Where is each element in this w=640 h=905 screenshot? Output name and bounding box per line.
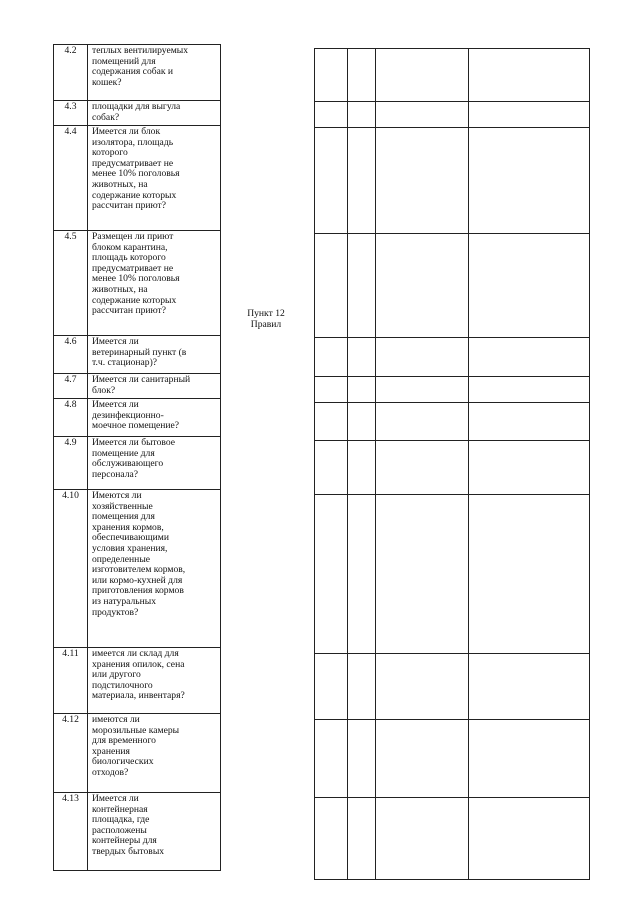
grid-row <box>315 403 590 441</box>
row-question: теплых вентилируемых помещений для содержания собак и кошек? <box>88 45 221 101</box>
grid-row <box>315 495 590 654</box>
grid-cell <box>315 798 348 880</box>
table-row <box>54 399 221 437</box>
grid-cell <box>348 338 376 377</box>
grid-cell <box>348 128 376 234</box>
grid-cell <box>315 654 348 720</box>
row-question: Имеется ли дезинфекционно- моечное помещение? <box>88 399 221 437</box>
row-number: 4.10 <box>54 490 88 648</box>
grid-row <box>315 102 590 128</box>
grid-cell <box>348 720 376 798</box>
grid-cell <box>469 128 590 234</box>
grid-cell <box>348 495 376 654</box>
grid-cell <box>469 338 590 377</box>
grid-row <box>315 377 590 403</box>
table-row <box>54 336 221 374</box>
table-row <box>54 714 221 793</box>
grid-cell <box>376 495 469 654</box>
row-question: Имеется ли санитарный блок? <box>88 374 221 399</box>
grid-cell <box>469 403 590 441</box>
grid-cell <box>348 102 376 128</box>
row-number: 4.13 <box>54 793 88 871</box>
row-number: 4.3 <box>54 101 88 126</box>
table-row <box>54 101 221 126</box>
table-row <box>54 126 221 231</box>
reference-line: Пункт 12 <box>247 308 285 319</box>
grid-cell <box>376 102 469 128</box>
grid-cell <box>469 654 590 720</box>
grid-row <box>315 441 590 495</box>
grid-cell <box>376 234 469 338</box>
grid-cell <box>348 377 376 403</box>
grid-cell <box>315 377 348 403</box>
grid-cell <box>469 798 590 880</box>
grid-cell <box>315 128 348 234</box>
grid-cell <box>376 49 469 102</box>
row-number: 4.7 <box>54 374 88 399</box>
grid-row <box>315 654 590 720</box>
answer-grid <box>314 48 590 880</box>
grid-cell <box>315 338 348 377</box>
row-number: 4.6 <box>54 336 88 374</box>
grid-cell <box>315 441 348 495</box>
grid-cell <box>348 403 376 441</box>
row-question: Имеются ли хозяйственные помещения для хранения кормов, обеспечивающими условия хранения, определенные изготовителем кормов, или кормо-кухней для приготовления кормов из натуральных продуктов? <box>88 490 221 648</box>
legal-reference <box>233 308 299 330</box>
grid-cell <box>376 798 469 880</box>
grid-row <box>315 720 590 798</box>
grid-cell <box>315 495 348 654</box>
grid-cell <box>315 49 348 102</box>
grid-cell <box>469 234 590 338</box>
grid-cell <box>469 720 590 798</box>
row-number: 4.5 <box>54 231 88 336</box>
grid-cell <box>376 377 469 403</box>
grid-cell <box>348 49 376 102</box>
grid-cell <box>376 128 469 234</box>
grid-cell <box>315 102 348 128</box>
grid-cell <box>376 403 469 441</box>
grid-cell <box>376 338 469 377</box>
grid-cell <box>469 102 590 128</box>
table-row <box>54 231 221 336</box>
row-question: Имеется ли ветеринарный пункт (в т.ч. стационар)? <box>88 336 221 374</box>
grid-cell <box>469 441 590 495</box>
row-question: Имеется ли бытовое помещение для обслуживающего персонала? <box>88 437 221 490</box>
row-number: 4.11 <box>54 648 88 714</box>
table-row <box>54 437 221 490</box>
grid-cell <box>469 49 590 102</box>
grid-cell <box>348 798 376 880</box>
row-number: 4.4 <box>54 126 88 231</box>
row-question: Имеется ли контейнерная площадка, где расположены контейнеры для твердых бытовых <box>88 793 221 871</box>
grid-cell <box>315 720 348 798</box>
grid-cell <box>376 654 469 720</box>
row-question: имеются ли морозильные камеры для временного хранения биологических отходов? <box>88 714 221 793</box>
grid-cell <box>469 495 590 654</box>
row-number: 4.9 <box>54 437 88 490</box>
requirements-table <box>53 44 221 871</box>
grid-cell <box>469 377 590 403</box>
table-row <box>54 648 221 714</box>
reference-line: Правил <box>250 319 282 330</box>
row-number: 4.12 <box>54 714 88 793</box>
grid-cell <box>348 234 376 338</box>
table-row <box>54 490 221 648</box>
row-question: имеется ли склад для хранения опилок, сена или другого подстилочного материала, инвентаря? <box>88 648 221 714</box>
grid-row <box>315 798 590 880</box>
row-number: 4.8 <box>54 399 88 437</box>
grid-cell <box>348 441 376 495</box>
grid-row <box>315 234 590 338</box>
grid-row <box>315 128 590 234</box>
grid-cell <box>315 234 348 338</box>
grid-cell <box>376 720 469 798</box>
table-row <box>54 793 221 871</box>
grid-cell <box>348 654 376 720</box>
row-number: 4.2 <box>54 45 88 101</box>
grid-cell <box>315 403 348 441</box>
table-row <box>54 45 221 101</box>
row-question: Размещен ли приют блоком карантина, площадь которого предусматривает не менее 10% поголовья животных, на содержание которых рассчитан приют? <box>88 231 221 336</box>
table-row <box>54 374 221 399</box>
row-question: площадки для выгула собак? <box>88 101 221 126</box>
grid-cell <box>376 441 469 495</box>
grid-row <box>315 49 590 102</box>
grid-row <box>315 338 590 377</box>
row-question: Имеется ли блок изолятора, площадь которого предусматривает не менее 10% поголовья животных, на содержание которых рассчитан приют? <box>88 126 221 231</box>
